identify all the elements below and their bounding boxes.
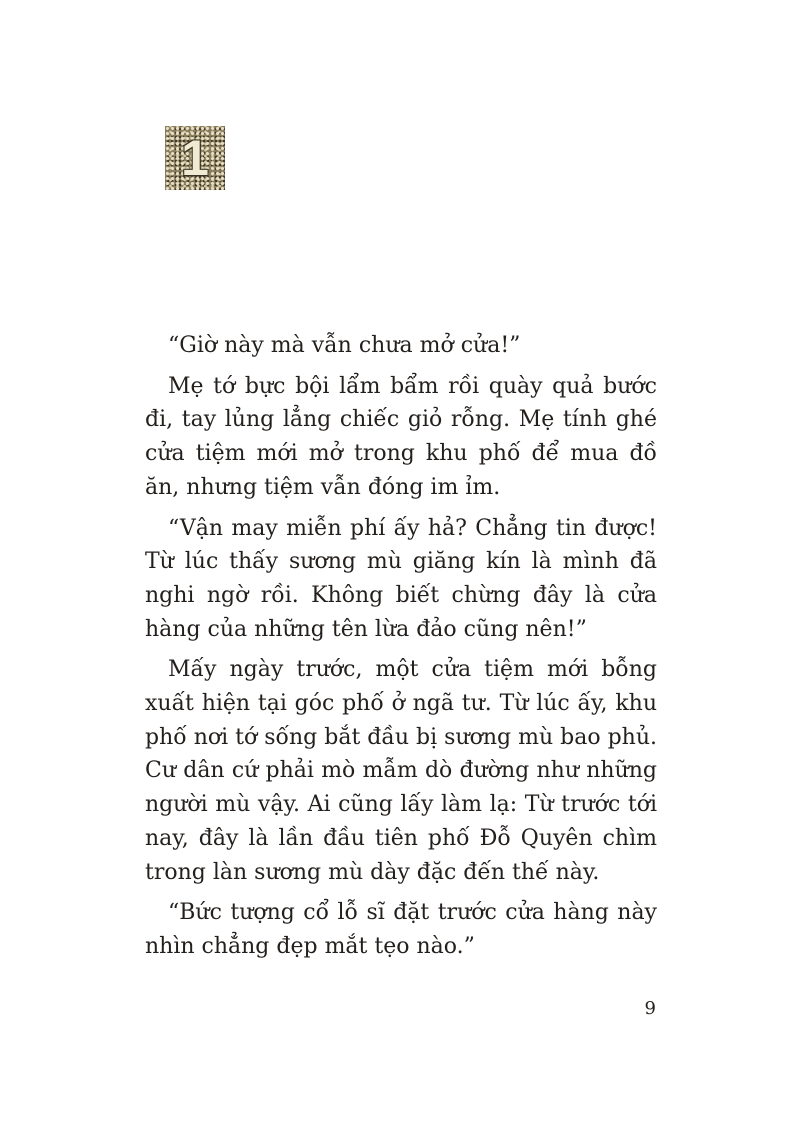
paragraph: Mấy ngày trước, một cửa tiệm mới bỗng xuất hiện tại góc phố ở ngã tư. Từ lúc ấy, khu phố nơi tớ sống bắt đầu bị sương mù bao phủ. Cư dân cứ phải mò mẫm dò đường như những người mù vậy. Ai cũng lấy làm lạ: Từ trước tới nay, đây là lần đầu tiên phố Đỗ Quyên chìm trong làn sương mù dày đặc đến thế này. xyxy=(145,657,657,885)
chapter-number: 1 xyxy=(181,130,209,186)
body-text xyxy=(145,329,657,971)
paragraph: “Giờ này mà vẫn chưa mở cửa!” xyxy=(168,333,521,358)
page-number: 9 xyxy=(644,998,656,1019)
paragraph: Mẹ tớ bực bội lẩm bẩm rồi quày quả bước đi, tay lủng lẳng chiếc giỏ rỗng. Mẹ tính ghé cửa tiệm mới mở trong khu phố để mua đồ ăn, nhưng tiệm vẫn đóng im ỉm. xyxy=(145,373,657,500)
paragraph: “Vận may miễn phí ấy hả? Chẳng tin được! Từ lúc thấy sương mù giăng kín là mình đã nghi ngờ rồi. Không biết chừng đây là cửa hàng của những tên lừa đảo cũng nên!” xyxy=(145,515,657,642)
paragraph: “Bức tượng cổ lỗ sĩ đặt trước cửa hàng này nhìn chẳng đẹp mắt tẹo nào.” xyxy=(145,900,657,959)
chapter-number-badge xyxy=(165,126,225,190)
